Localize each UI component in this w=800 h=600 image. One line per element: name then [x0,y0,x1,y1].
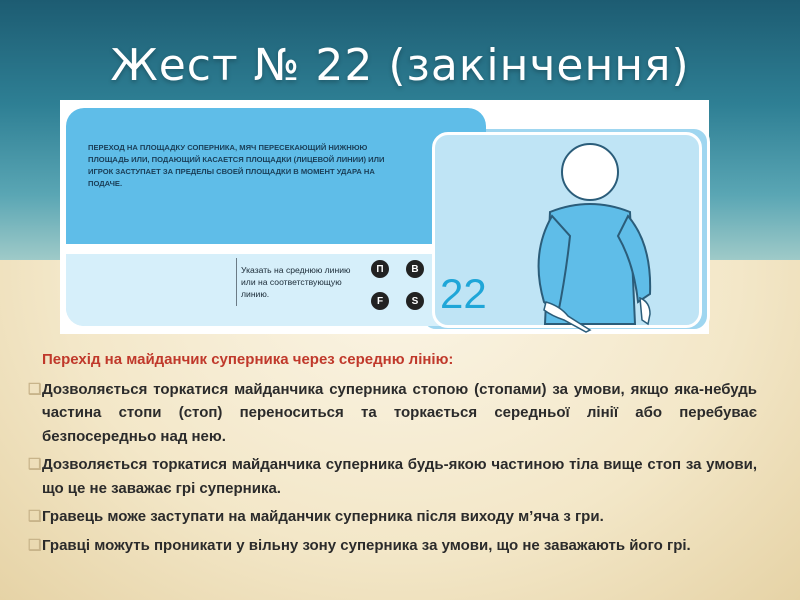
rule-bullet [28,453,757,500]
referee-figure-icon [500,124,680,334]
rule-text: Гравець може заступати на майданчик суперника після виходу м’яча з гри. [42,508,604,525]
gesture-number: 22 [440,270,487,317]
rules-lead: Перехід на майданчик суперника через середню лінію: [42,351,454,368]
rule-bullet [28,534,757,558]
bullet-icon: ❑ [28,380,42,398]
bullet-icon: ❑ [28,456,42,473]
rule-text: Гравці можуть проникати у вільну зону суперника за умови, що не заважають його грі. [42,536,691,554]
badge-f: F [371,292,389,310]
referee-signal-card [60,100,709,334]
badge-s: S [406,292,424,310]
badge-v: В [406,260,424,278]
badge-p: П [371,260,389,278]
rule-bullet [28,378,757,449]
rules-text [28,348,757,562]
bullet-icon: ❑ [28,508,42,525]
bullet-icon: ❑ [28,536,42,554]
slide-title: Жест № 22 (закінчення) [110,40,690,91]
rule-bullet [28,505,757,529]
card-divider [236,258,237,306]
rule-text: Дозволяється торкатися майданчика суперника стопою (стопами) за умови, якщо яка-небудь частина стопи (стоп) переноситься та торкається середньої лінії або перебуває безпосередньо над нею. [42,380,757,445]
card-stripe [66,244,486,254]
card-top-panel [66,108,486,244]
card-indicate-text: Указать на среднюю линию или на соответствующую линию. [241,265,351,299]
rule-text: Дозволяється торкатися майданчика суперника будь-якою частиною тіла вище стоп за умови, що це не заважає грі суперника. [42,456,757,497]
card-description: ПЕРЕХОД НА ПЛОЩАДКУ СОПЕРНИКА, МЯЧ ПЕРЕСЕКАЮЩИЙ НИЖНЮЮ ПЛОЩАДЬ ИЛИ, ПОДАЮЩИЙ КАСАЕТСЯ ПЛОЩАДКИ (ЛИЦЕВОЙ ЛИНИИ) ИЛИ ИГРОК ЗАСТУПАЕТ ЗА ПРЕДЕЛЫ СВОЕЙ ПЛОЩАДКИ В МОМЕНТ УДАРА НА ПОДАЧЕ. [88,143,385,188]
card-main-panel [66,108,486,326]
